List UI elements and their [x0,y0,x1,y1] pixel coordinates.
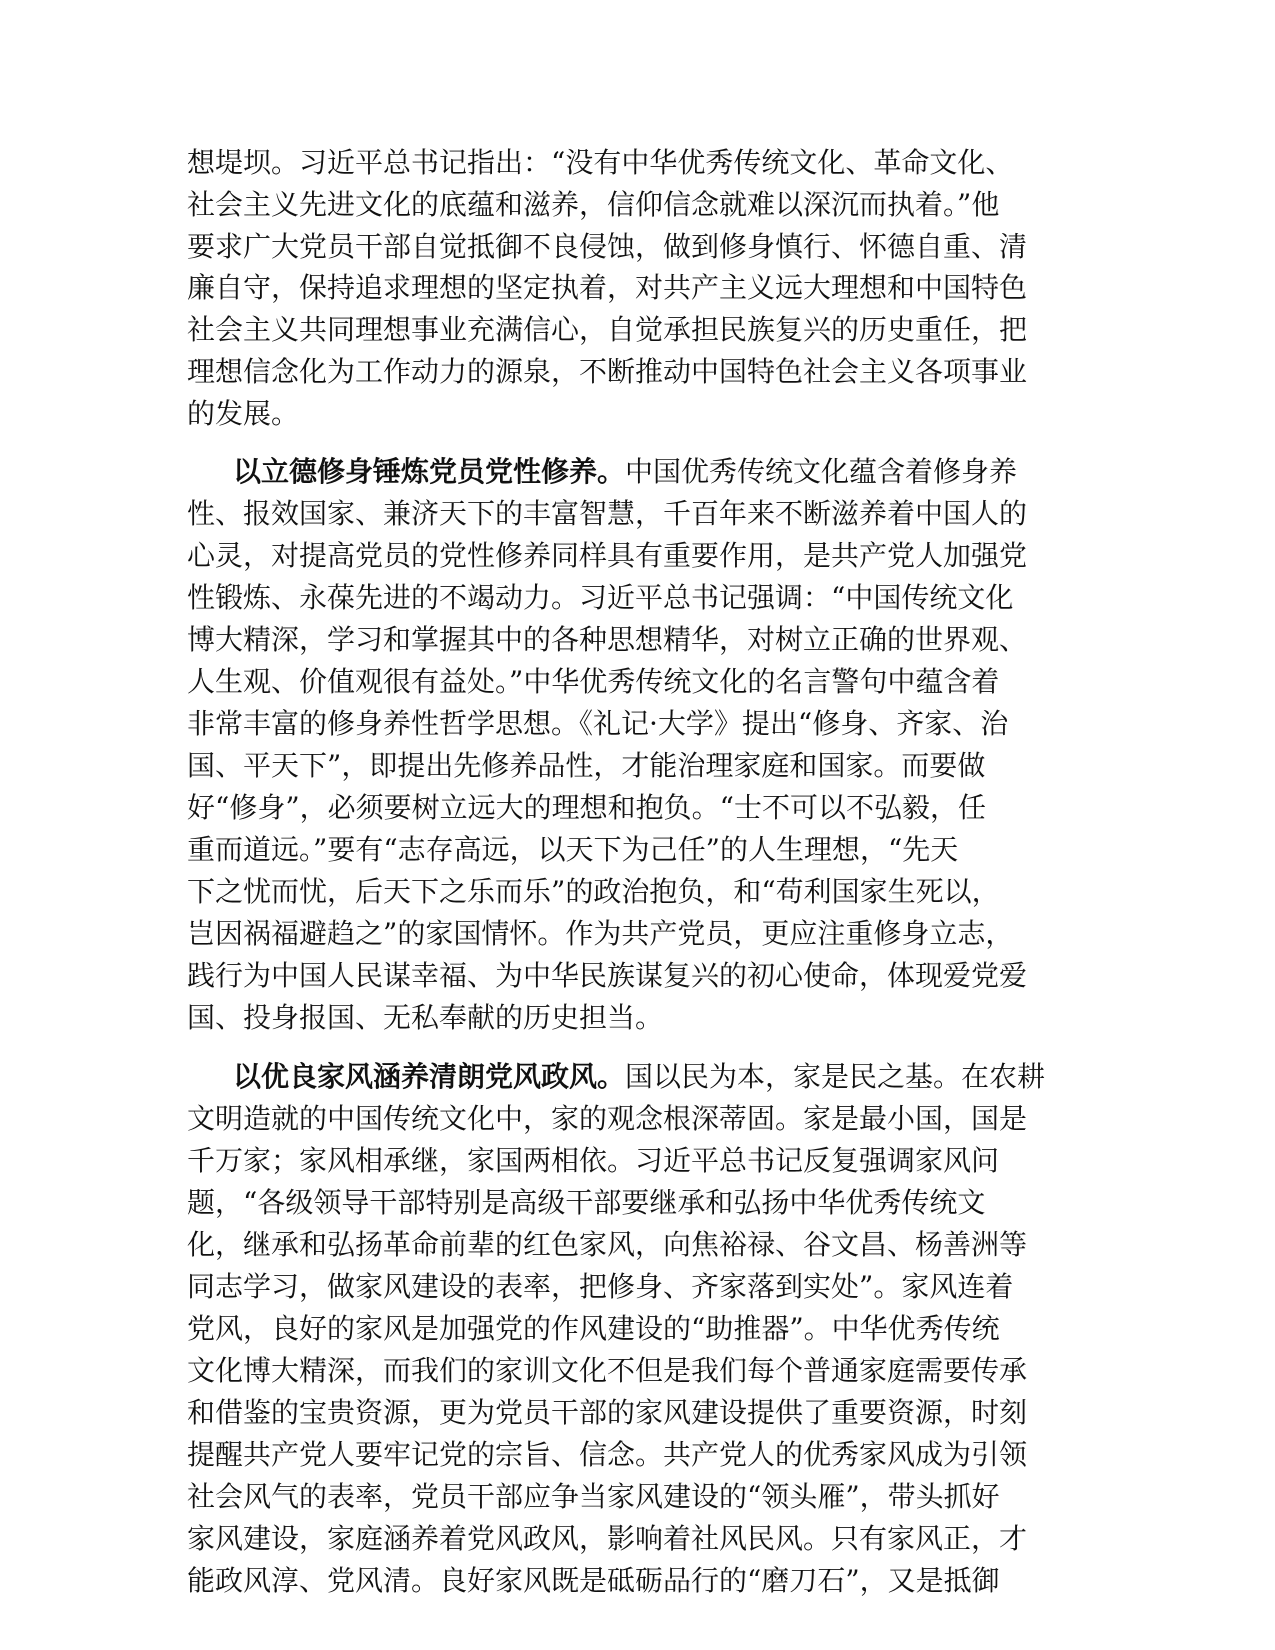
text-line: 要求广大党员干部自觉抵御不良侵蚀，做到修身慎行、怀德自重、清 [187,230,1028,263]
paragraph-heading: 以优良家风涵养清朗党风政风。 [233,1060,626,1093]
text-line: 心灵，对提高党员的党性修养同样具有重要作用，是共产党人加强党 [187,539,1028,572]
text-line: 践行为中国人民谋幸福、为中华民族谋复兴的初心使命，体现爱党爱 [187,959,1028,992]
text-line: 社会风气的表率，党员干部应争当家风建设的“领头雁”，带头抓好 [187,1480,1000,1513]
text-line: 岂因祸福避趋之”的家国情怀。作为共产党员，更应注重修身立志， [187,917,1014,950]
paragraph-first-line [233,1057,1093,1097]
text-line: 国、平天下”，即提出先修养品性，才能治理家庭和国家。而要做 [187,749,986,782]
text-line: 性锻炼、永葆先进的不竭动力。习近平总书记强调：“中国传统文化 [187,581,1014,614]
paragraph-text: 国以民为本，家是民之基。在农耕 [625,1060,1046,1093]
text-line: 提醒共产党人要牢记党的宗旨、信念。共产党人的优秀家风成为引领 [187,1438,1028,1471]
text-line: 性、报效国家、兼济天下的丰富智慧，千百年来不断滋养着中国人的 [187,497,1028,530]
text-line: 能政风淳、党风清。良好家风既是砥砺品行的“磨刀石”，又是抵御 [187,1564,1000,1597]
text-line: 下之忧而忧，后天下之乐而乐”的政治抱负，和“苟利国家生死以， [187,875,1000,908]
text-line: 的发展。 [187,397,300,430]
text-line: 党风，良好的家风是加强党的作风建设的“助推器”。中华优秀传统 [187,1312,1000,1345]
paragraph-first-line [233,452,1093,492]
text-line: 重而道远。”要有“志存高远，以天下为己任”的人生理想，“先天 [187,833,959,866]
text-line: 同志学习，做家风建设的表率，把修身、齐家落到实处”。家风连着 [187,1270,1014,1303]
text-line: 理想信念化为工作动力的源泉，不断推动中国特色社会主义各项事业 [187,355,1028,388]
text-line: 家风建设，家庭涵养着党风政风，影响着社风民风。只有家风正，才 [187,1522,1028,1555]
text-line: 千万家；家风相承继，家国两相依。习近平总书记反复强调家风问 [187,1144,1000,1177]
text-line: 博大精深，学习和掌握其中的各种思想精华，对树立正确的世界观、 [187,623,1028,656]
text-line: 人生观、价值观很有益处。”中华优秀传统文化的名言警句中蕴含着 [187,665,1000,698]
paragraph-text: 中国优秀传统文化蕴含着修身养 [625,455,1018,488]
text-line: 廉自守，保持追求理想的坚定执着，对共产主义远大理想和中国特色 [187,271,1028,304]
text-line: 非常丰富的修身养性哲学思想。《礼记·大学》提出“修身、齐家、治 [187,707,1009,740]
text-line: 和借鉴的宝贵资源，更为党员干部的家风建设提供了重要资源，时刻 [187,1396,1028,1429]
text-line: 好“修身”，必须要树立远大的理想和抱负。“士不可以不弘毅，任 [187,791,986,824]
text-line: 社会主义共同理想事业充满信心，自觉承担民族复兴的历史重任，把 [187,313,1028,346]
text-line: 文化博大精深，而我们的家训文化不但是我们每个普通家庭需要传承 [187,1354,1028,1387]
text-line: 国、投身报国、无私奉献的历史担当。 [187,1001,664,1034]
text-line: 文明造就的中国传统文化中，家的观念根深蒂固。家是最小国，国是 [187,1102,1028,1135]
text-line: 想堤坝。习近平总书记指出：“没有中华优秀传统文化、革命文化、 [187,146,1014,179]
text-line: 题，“各级领导干部特别是高级干部要继承和弘扬中华优秀传统文 [187,1186,986,1219]
text-line: 化，继承和弘扬革命前辈的红色家风，向焦裕禄、谷文昌、杨善洲等 [187,1228,1028,1261]
text-line: 社会主义先进文化的底蕴和滋养，信仰信念就难以深沉而执着。”他 [187,188,1000,221]
paragraph-heading: 以立德修身锤炼党员党性修养。 [233,455,626,488]
